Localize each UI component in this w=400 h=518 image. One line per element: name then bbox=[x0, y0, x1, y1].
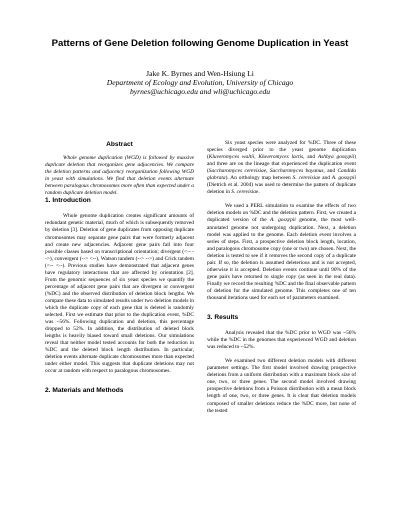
paper-title: Patterns of Gene Deletion following Genome Duplication in Yeast bbox=[51, 38, 349, 49]
introduction-text: Whole genome duplication creates significant amounts of redundant genetic material, much of which is subsequently removed by deletion [3]. Deletion of gene duplicates from opposing duplicate chromosomes may separate gene pairs that were formerly adjacent and create new adjacencies. Adjacent gene pairs fall into four possible classes based on transcriptional orientation; divergent (<-- -->), convergent (--> <--), Watson tandem (--> -->) and Crick tandem (<-- <--). Previous studies have demonstrated that adjacent genes have regulatory interactions that are affected by orientation [2]. From the genomic sequences of six yeast species we quantify the percentage of adjacent gene pairs that are divergent or convergent (%DC) and the observed distribution of deletion block lengths. We compare these data to simulated results under two deletion models in which the duplicate copy of each gene that is deleted is randomly selected. First we estimate that prior to the duplication event, %DC was ~56%. Following duplication and deletion, this percentage dropped to 52%. In addition, the distribution of deleted block lengths is heavily biased toward small deletions. Our simulations reveal that neither model tested accounts for both the reduction in %DC and the deleted block length distribution. In particular, deletion events alternate duplicate chromosomes more than expected under either model. This suggests that duplicate deletions may not occur at random with respect to paralogous chromosomes. bbox=[45, 213, 194, 375]
methods-paragraph-2: We used a PERL simulation to examine the effects of two deletion models on %DC and the deletion pattern. First, we created a duplicated version of the A. gossypii genome, the most well-annotated genome not undergoing duplication. Next, a deletion model was applied to the genome. Each deletion event involves a series of steps. First, a prospective deletion block length, location, and paralogous chromosome copy (one or two) are chosen. Next, the deletion is tested to see if it removes the second copy of a duplicate pair. If so, the deletion is assumed deleterious and is not accepted, otherwise it is accepted. Deletion events continue until 90% of the gene pairs have returned to single copy (as seen in the real data). Finally we record the resulting %DC and the final observable pattern of deletion for the simulated genome. This completes one of ten thousand iterations used for each set of parameters examined. bbox=[207, 203, 356, 301]
section-heading-introduction: 1. Introduction bbox=[45, 197, 91, 205]
methods-paragraph-1: Six yeast species were analyzed for %DC. Three of these species diverged prior to the yeast genome duplication (Kluveromyces waltii, Kluveromyces lactis, and Ashbya gossypii) and three are on the lineage that experienced the duplication event (Saccharomyces cerevisiae, Saccharomyces bayanus, and Candida glabrata). An orthology map between S. cerevisiae and A. gossypii (Dietrich et al. 2004) was used to determine the pattern of duplicate deletion in S. cerevisiae. bbox=[207, 140, 357, 196]
left-column bbox=[45, 140, 194, 404]
results-paragraph-1: Analysis revealed that the %DC prior to WGD was ~56% while the %DC in the genomes that experienced WGD and deletion was reduced to ~52%. bbox=[207, 330, 356, 351]
abstract-heading: Abstract bbox=[106, 141, 133, 148]
results-paragraph-2: We examined two different deletion models with different parameter settings. The first model involved drawing prospective deletions from a uniform distribution with a maximum block size of one, two, or three genes. The second model involved drawing prospective deletions from a Poisson distribution with a mean block length of one, two, or three genes. It is clear that deletion models composed of smaller deletions reduce the %DC more, but none of the tested bbox=[207, 358, 356, 414]
author-block bbox=[40, 69, 360, 96]
right-column bbox=[207, 140, 356, 415]
section-heading-results: 3. Results bbox=[207, 314, 239, 322]
author-emails: byrnes@uchicago.edu and wli@uchicago.edu bbox=[129, 87, 271, 96]
abstract-text: Whole genome duplication (WGD) is followed by massive duplicate deletion that reorganizes gene adjacencies. We compare the deletion patterns and adjacency reorganization following WGD in yeast with simulations. We find that deletion events alternate between paralogous chromosomes more often than expected under a random duplicate deletion model. bbox=[45, 155, 194, 197]
author-names: Jake K. Byrnes and Wen-Hsiung Li bbox=[146, 69, 254, 78]
author-affiliation: Department of Ecology and Evolution, University of Chicago bbox=[106, 78, 294, 87]
section-heading-methods: 2. Materials and Methods bbox=[45, 387, 124, 395]
